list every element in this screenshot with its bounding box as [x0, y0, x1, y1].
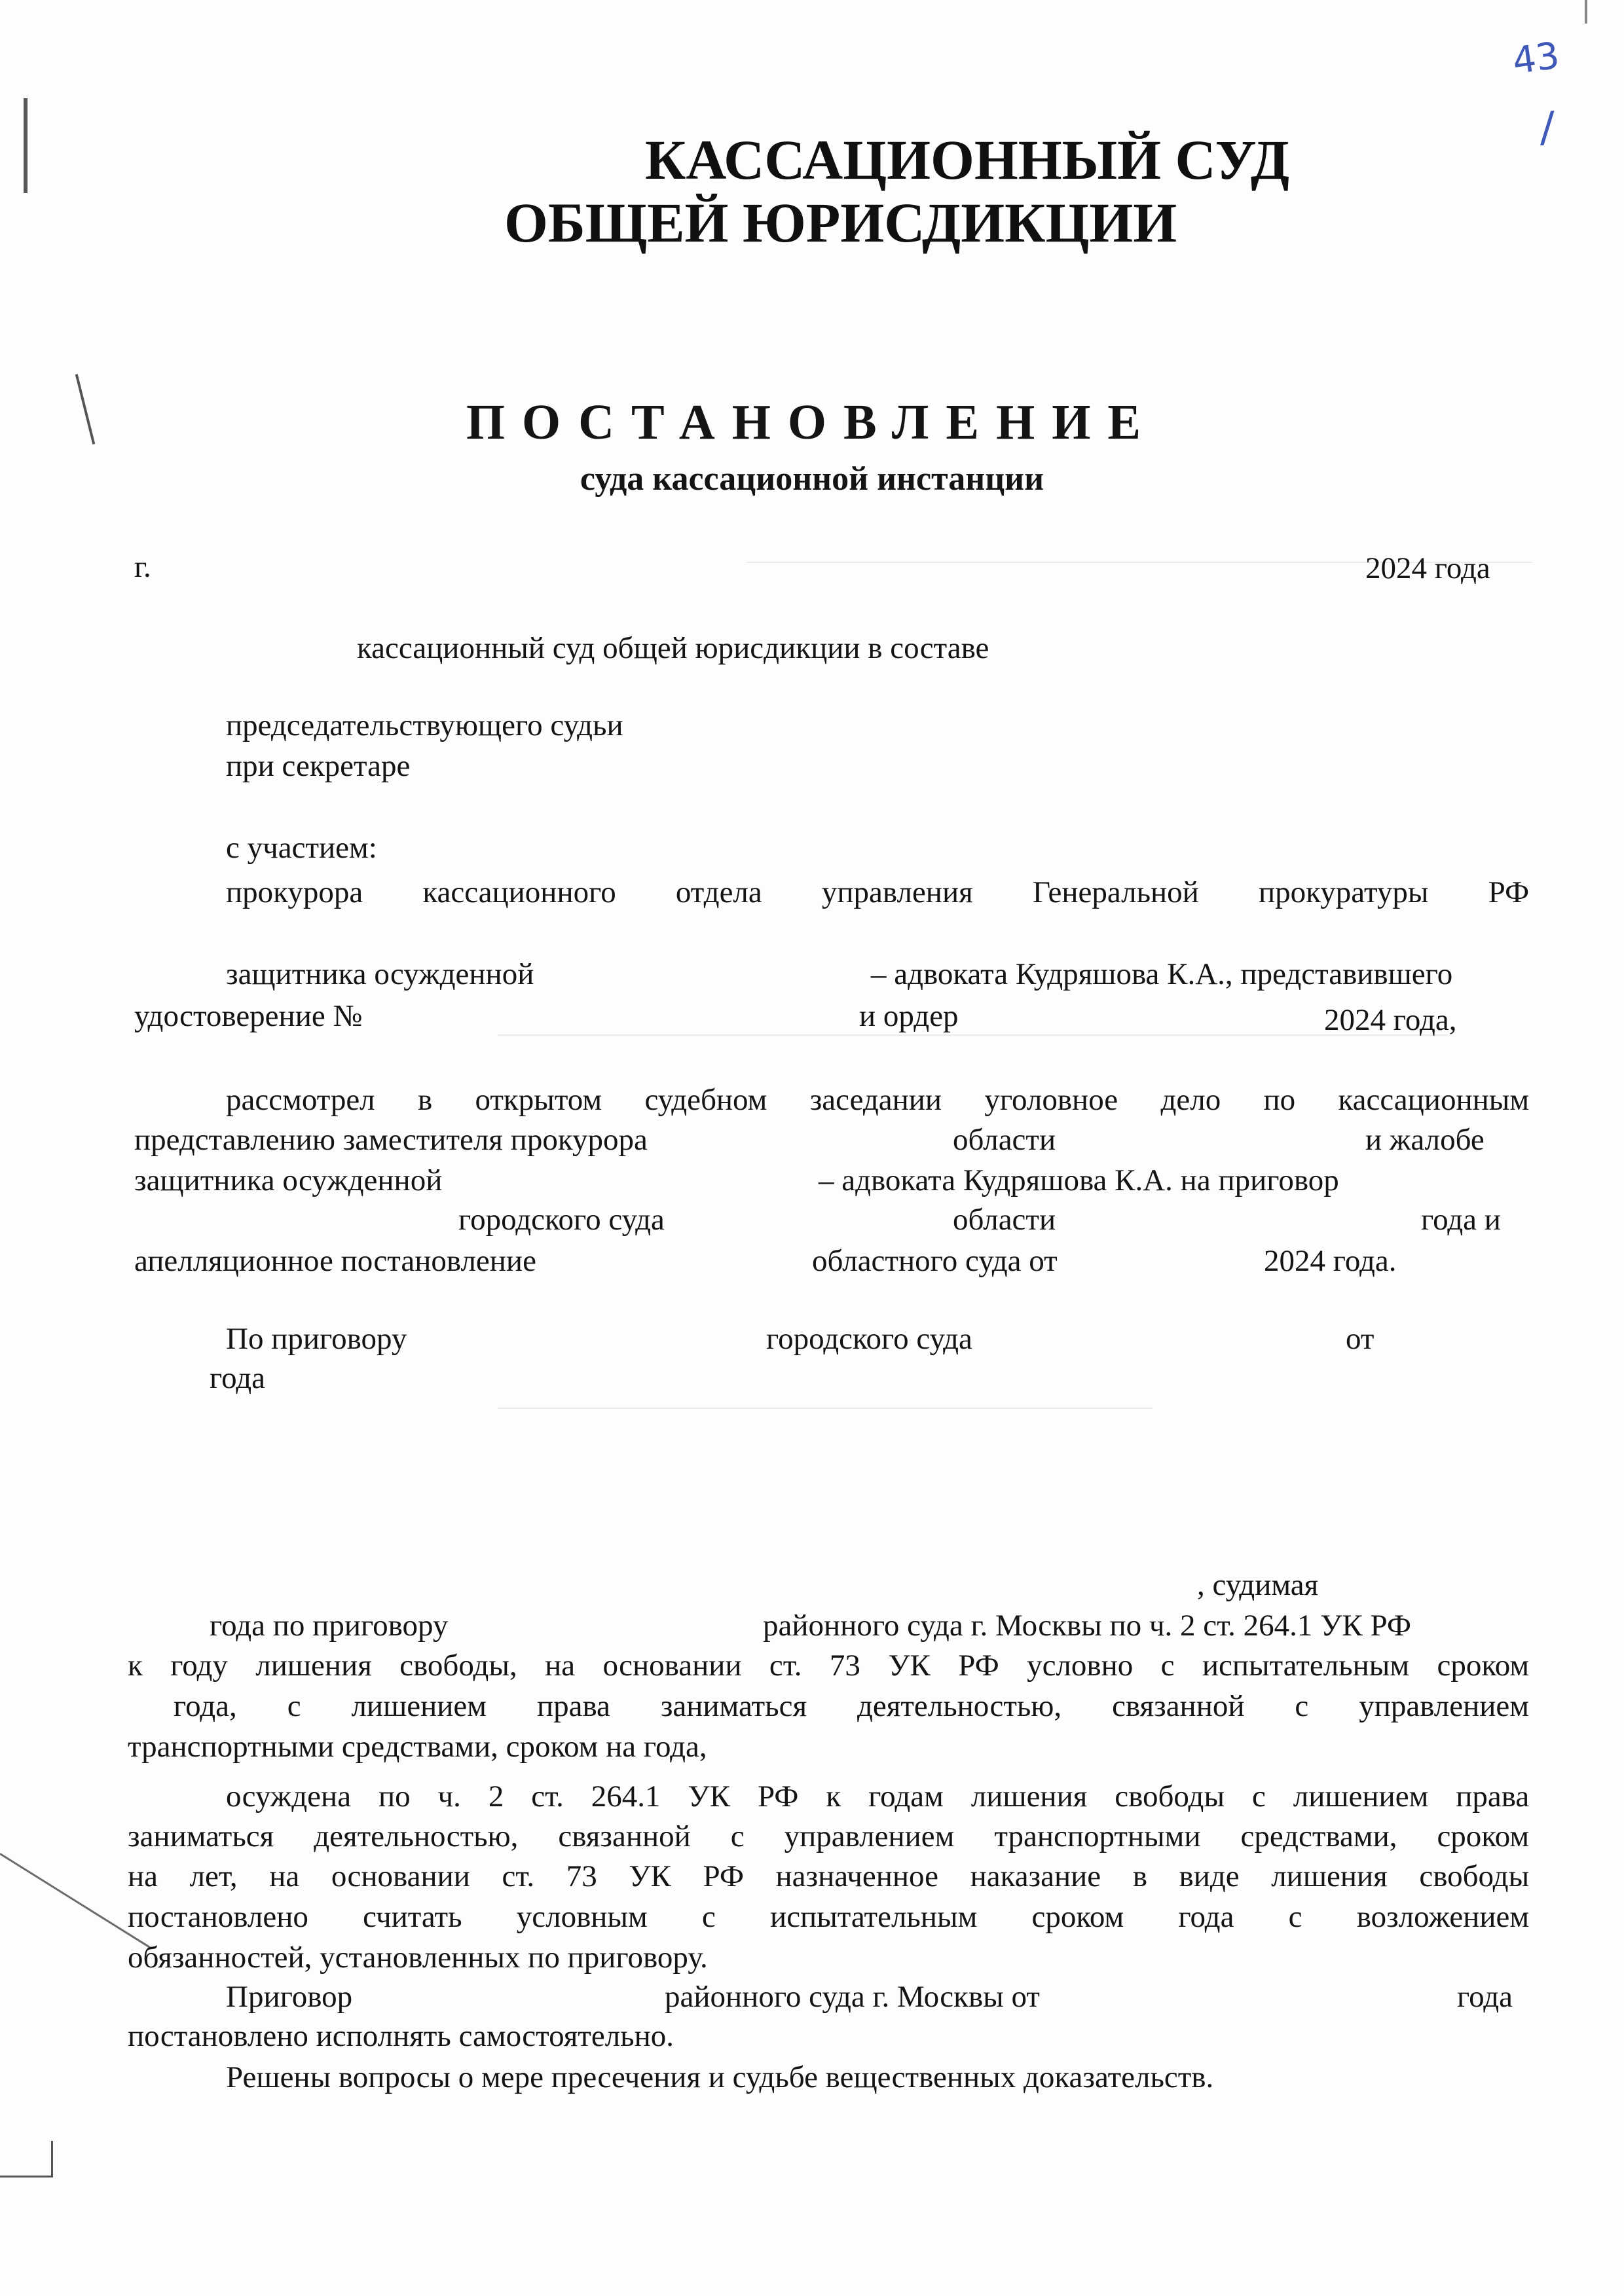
- show-through-line: [498, 1034, 1447, 1036]
- consideration-line-5b: областного суда от: [812, 1244, 1058, 1278]
- presiding-judge-label: председательствующего судьи: [226, 708, 623, 742]
- court-name-line1: КАССАЦИОННЫЙ СУД: [645, 128, 1290, 191]
- consideration-line-1: рассмотрел в открытом судебном заседании уголовное дело по кассационным: [226, 1083, 1530, 1117]
- consideration-line-3b: – адвоката Кудряшова К.А. на приговор: [819, 1163, 1339, 1197]
- prior-verdict-line-a: года по приговору: [210, 1609, 449, 1643]
- certificate-label: удостоверение №: [134, 999, 363, 1033]
- order-date: 2024 года,: [1324, 1003, 1457, 1037]
- defender-attorney: – адвоката Кудряшова К.А., представившего: [871, 957, 1453, 991]
- consideration-line-4c: года и: [1421, 1203, 1501, 1237]
- show-through-line: [498, 1408, 1153, 1409]
- document-subtitle: суда кассационной инстанции: [580, 460, 1044, 498]
- scan-corner-mark-v: [51, 2141, 53, 2178]
- consideration-line-4b: области: [953, 1203, 1056, 1237]
- prior-verdict-line-5: транспортными средствами, сроком на года,: [128, 1730, 707, 1764]
- sentence-line-5: обязанностей, установленных по приговору.: [128, 1941, 708, 1975]
- scan-corner-mark: [0, 2176, 52, 2178]
- verdict-line-1a: По приговору: [226, 1322, 407, 1356]
- court-name-line2: ОБЩЕЙ ЮРИСДИКЦИИ: [504, 191, 1177, 254]
- consideration-line-2b: области: [953, 1123, 1056, 1157]
- consideration-line-3a: защитника осужденной: [134, 1163, 443, 1197]
- prior-sentence-line-1a: Приговор: [226, 1980, 353, 2014]
- prior-sentence-line-1c: года: [1457, 1980, 1513, 2014]
- sentence-line-1: осуждена по ч. 2 ст. 264.1 УК РФ к годам лишения свободы с лишением права: [226, 1779, 1530, 1813]
- consideration-line-2a: представлению заместителя прокурора: [134, 1123, 648, 1157]
- court-composition-intro: кассационный суд общей юрисдикции в составе: [357, 631, 989, 665]
- scan-mark-topright: [1585, 0, 1587, 24]
- secretary-label: при секретаре: [226, 749, 411, 783]
- participation-label: с участием:: [226, 831, 377, 865]
- order-label: и ордер: [859, 999, 959, 1033]
- handwritten-page-number: 43: [1509, 34, 1562, 83]
- sentence-line-2: заниматься деятельностью, связанной с управлением транспортными средствами, сроком: [128, 1819, 1530, 1853]
- prosecutor-line: прокурора кассационного отдела управления Генеральной прокуратуры РФ: [226, 875, 1530, 909]
- prior-sentence-line-1b: районного суда г. Москвы от: [665, 1980, 1040, 2014]
- scan-mark-left: [24, 98, 28, 193]
- consideration-line-5a: апелляционное постановление: [134, 1244, 536, 1278]
- consideration-line-4a: городского суда: [458, 1203, 665, 1237]
- final-paragraph: Решены вопросы о мере пресечения и судьбе вещественных доказательств.: [226, 2060, 1214, 2094]
- verdict-line-1d: года: [210, 1361, 266, 1395]
- document-title: ПОСТАНОВЛЕНИЕ: [466, 395, 1158, 450]
- consideration-line-2c: и жалобе: [1365, 1123, 1485, 1157]
- prior-verdict-line-b: районного суда г. Москвы по ч. 2 ст. 264.1 УК РФ: [763, 1609, 1411, 1643]
- prior-verdict-line-3: к году лишения свободы, на основании ст. 73 УК РФ условно с испытательным сроком: [128, 1649, 1530, 1683]
- handwritten-mark: /: [1540, 103, 1555, 152]
- sentence-line-4: постановлено считать условным с испытательным сроком года с возложением: [128, 1900, 1530, 1934]
- prior-sentence-line-2: постановлено исполнять самостоятельно.: [128, 2019, 674, 2053]
- document-date: 2024 года: [1365, 551, 1490, 585]
- city-label: г.: [134, 550, 151, 584]
- convicted-label: , судимая: [1197, 1568, 1319, 1602]
- verdict-line-1c: от: [1346, 1322, 1375, 1356]
- verdict-line-1b: городского суда: [766, 1322, 972, 1356]
- sentence-line-3: на лет, на основании ст. 73 УК РФ назначенное наказание в виде лишения свободы: [128, 1859, 1530, 1893]
- defender-label: защитника осужденной: [226, 957, 534, 991]
- prior-verdict-line-4: года, с лишением права заниматься деятельностью, связанной с управлением: [174, 1689, 1530, 1723]
- consideration-line-5c: 2024 года.: [1264, 1244, 1397, 1278]
